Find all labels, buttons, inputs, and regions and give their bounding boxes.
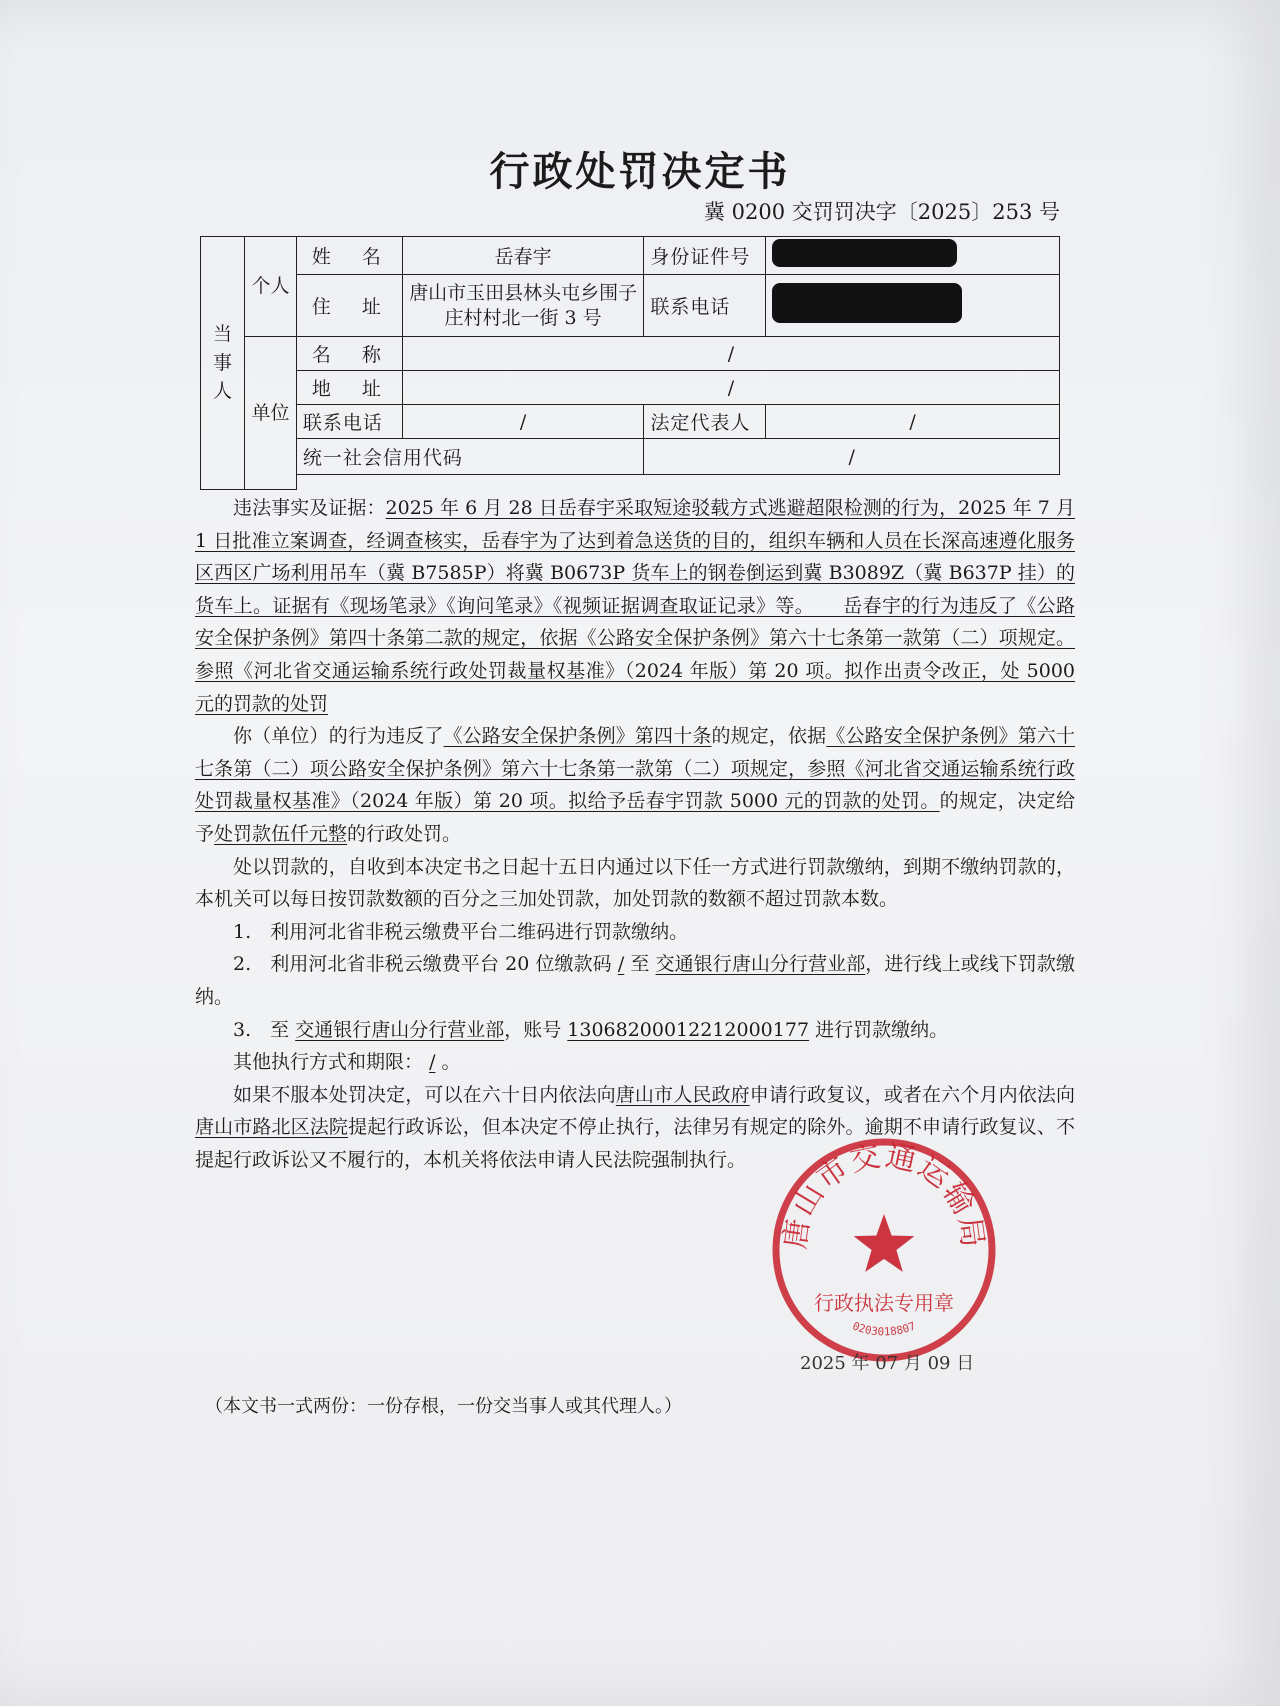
- address-value: 唐山市玉田县林头屯乡围子庄村村北一街 3 号: [402, 275, 644, 337]
- payment-method-2-tail: ，进行线上或线下罚款缴纳。: [195, 953, 1075, 1008]
- id-redacted: [766, 237, 1060, 275]
- party-label: 当事人: [201, 237, 245, 490]
- legal-basis: 《公路安全保护条例》第六十七条第（二）项公路安全保护条例》第六十七条第一款第（二）项规定，参照《河北省交通运输系统行政处罚裁量权基准》（2024 年版）第 20 项。拟给予岳春宇罚款 5000 元的罚款的处罚。: [195, 725, 1075, 813]
- payment-code: /: [617, 953, 625, 976]
- org-phone-label: 联系电话: [296, 405, 402, 439]
- id-label: 身份证件号: [644, 237, 766, 275]
- org-address-value: /: [402, 371, 1059, 405]
- name-value: 岳春宇: [402, 237, 644, 275]
- decision-text-4: 的行政处罚。: [347, 822, 462, 845]
- facts-label: 违法事实及证据：: [233, 497, 386, 519]
- payment-method-3-tail: 进行罚款缴纳。: [815, 1018, 949, 1041]
- seal-org-text: 唐山市交通运输局: [777, 1138, 991, 1252]
- individual-label: 个人: [244, 237, 296, 337]
- payment-method-2-to: 至: [630, 953, 650, 976]
- svg-text:0203018807: [851, 1319, 918, 1338]
- payment-method-3-account-label: ，账号: [504, 1018, 562, 1041]
- decision-text-2: 的规定，依据: [711, 725, 827, 748]
- court-name: 唐山市路北区法院: [195, 1116, 349, 1139]
- legal-rep-value: /: [766, 405, 1060, 439]
- payment-method-3-text: 3. 至: [233, 1018, 290, 1041]
- facts-text: 2025 年 6 月 28 日岳春宇采取短途驳载方式逃避超限检测的行为，2025 年 7 月 1 日批准立案调查，经调查核实，岳春宇为了达到着急送货的目的，组织车辆和人员在长深高速遵化服务区西区广场利用吊车（冀 B7585P）将冀 B0673P 货车上的钢卷倒运到冀 B3089Z（冀 B637P 挂）的货车上。证据有《现场笔录》《询问笔录》《视频证据调查取证记录》等。 岳春宇的行为违反了《公路安全保护条例》第四十条第二款的规定，依据《公路安全保护条例》第六十七条第一款第（二）项规定。参照《河北省交通运输系统行政处罚裁量权基准》（2024 年版）第 20 项。拟作出责令改正，处 5000 元的罚款的处罚: [195, 497, 1075, 715]
- phone-redacted: [766, 275, 1060, 337]
- seal-purpose-text: 行政执法专用章: [814, 1291, 954, 1315]
- official-seal: [768, 1134, 1000, 1366]
- decision-text-3: 的规定，决定给予: [195, 790, 1075, 845]
- legal-rep-label: 法定代表人: [644, 405, 766, 439]
- appeal-text-3: 提起行政诉讼，但本决定不停止执行，法律另有规定的除外。逾期不申请行政复议、不提起行政诉讼又不履行的，本机关将依法申请人民法院强制执行。: [195, 1116, 1075, 1171]
- facts-paragraph: [195, 492, 1075, 720]
- payment-bank-2: 交通银行唐山分行营业部: [295, 1018, 505, 1041]
- org-name-label: 名 称: [296, 337, 402, 371]
- footnote: （本文书一式两份：一份存根，一份交当事人或其代理人。）: [205, 1396, 682, 1417]
- document-number: 冀 0200 交罚罚决字〔2025〕253 号: [704, 200, 1060, 224]
- seal-serial-text: 0203018807: [850, 1319, 918, 1339]
- payment-method-2: [195, 948, 1075, 1013]
- other-execution-end: 。: [441, 1051, 461, 1074]
- name-label: 姓 名: [296, 237, 402, 275]
- decision-text-1: 你（单位）的行为违反了: [233, 725, 444, 748]
- payment-method-1: 1. 利用河北省非税云缴费平台二维码进行罚款缴纳。: [233, 920, 689, 943]
- decision-paragraph: [195, 720, 1075, 850]
- org-name-value: /: [402, 337, 1059, 371]
- other-execution-value: /: [429, 1051, 436, 1074]
- appeal-text-2: 申请行政复议，或者在六个月内依法向: [749, 1083, 1075, 1106]
- credit-code-label: 统一社会信用代码: [296, 439, 643, 475]
- seal-star-icon: [854, 1214, 915, 1272]
- review-authority: 唐山市人民政府: [615, 1083, 750, 1106]
- unit-label: 单位: [244, 337, 296, 490]
- penalty-amount: 处罚款伍仟元整: [214, 822, 348, 845]
- party-info-table: [200, 236, 1060, 490]
- org-phone-value: /: [402, 405, 644, 439]
- address-label: 住 址: [296, 275, 402, 337]
- bank-account-number: 13068200012212000177: [567, 1018, 810, 1041]
- violated-provision: 《公路安全保护条例》第四十条: [443, 725, 712, 748]
- other-execution-label: 其他执行方式和期限：: [233, 1051, 424, 1074]
- org-address-label: 地 址: [296, 371, 402, 405]
- phone-label: 联系电话: [644, 275, 766, 337]
- credit-code-value: /: [644, 439, 1060, 475]
- payment-method-3: [195, 1014, 1075, 1047]
- issue-date: 2025 年 07 月 09 日: [800, 1353, 975, 1374]
- document-body: [195, 492, 1075, 1176]
- payment-method-2-text: 2. 利用河北省非税云缴费平台 20 位缴款码: [233, 953, 612, 976]
- payment-bank: 交通银行唐山分行营业部: [655, 953, 866, 976]
- payment-intro: 处以罚款的，自收到本决定书之日起十五日内通过以下任一方式进行罚款缴纳，到期不缴纳罚款的，本机关可以每日按罚款数额的百分之三加处罚款，加处罚款的数额不超过罚款本数。: [195, 855, 1075, 911]
- document-title: 行政处罚决定书: [489, 149, 791, 195]
- appeal-text-1: 如果不服本处罚决定，可以在六十日内依法向: [233, 1083, 616, 1106]
- other-execution: [195, 1046, 1075, 1079]
